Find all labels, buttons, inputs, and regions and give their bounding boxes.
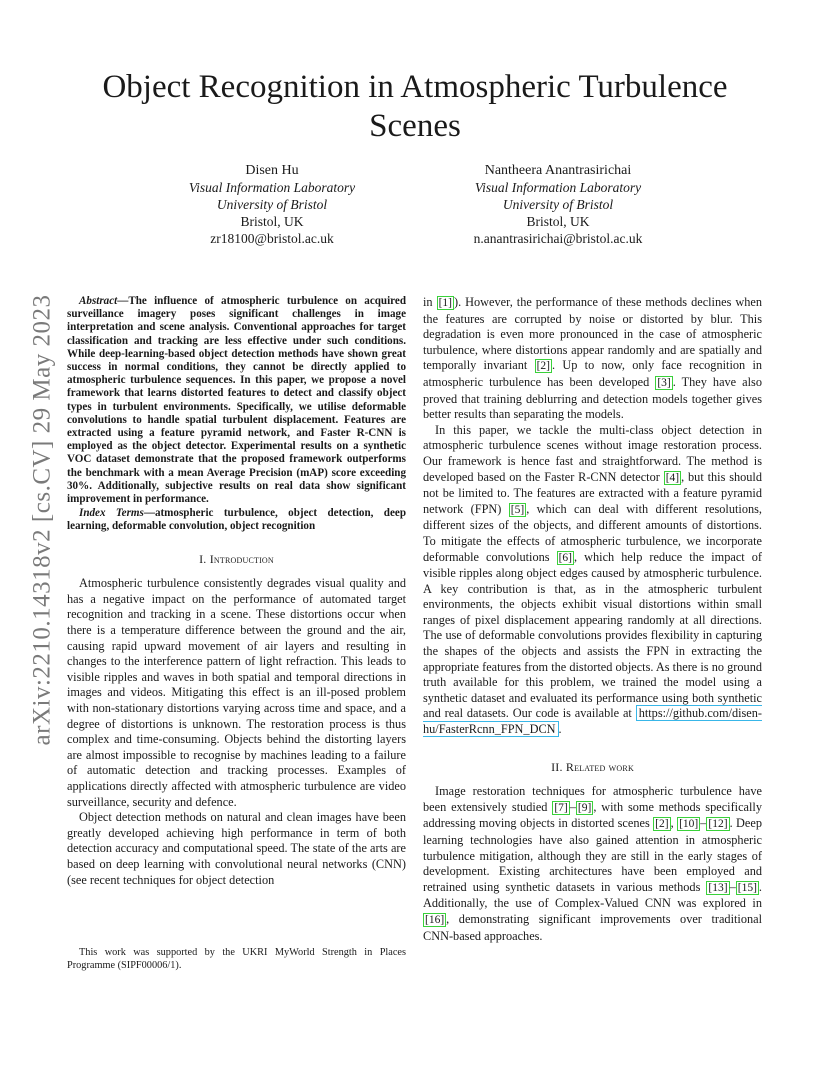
- text-run: , demonstrating significant improvements over traditional CNN-based approaches.: [423, 911, 762, 943]
- author-block-1: [142, 162, 402, 247]
- author-university: University of Bristol: [216, 197, 328, 212]
- author-location: Bristol, UK: [240, 214, 304, 229]
- paper-title: Object Recognition in Atmospheric Turbulence Scenes: [102, 69, 728, 144]
- author-name: Nantheera Anantrasirichai: [484, 163, 632, 178]
- right-paragraph-2: [423, 423, 762, 738]
- text-run: . Deep learning technologies have also gained attention in atmospheric turbulence mitigation, although they are still in the early stages of development. Existing architectures have been employed and retrained using synthetic datasets in various methods: [423, 816, 762, 894]
- left-column: [67, 295, 406, 888]
- section-heading-related-work: [423, 760, 762, 776]
- text-run: . They have also proved that training deblurring and detection models together gives better results than separating the models.: [423, 374, 762, 422]
- citation-link[interactable]: [9]: [577, 801, 592, 814]
- author-name: Disen Hu: [245, 163, 299, 178]
- author-lab: Visual Information Laboratory: [474, 180, 642, 195]
- author-university: University of Bristol: [502, 197, 614, 212]
- right-paragraph-3: [423, 784, 762, 944]
- citation-link[interactable]: [3]: [657, 376, 671, 389]
- abstract-label: Abstract: [79, 295, 118, 307]
- citation-link[interactable]: [16]: [425, 913, 445, 926]
- section-title: Related work: [565, 759, 634, 774]
- abstract-text: —The influence of atmospheric turbulence on acquired surveillance imagery poses significant challenges in image interpretation and scene analysis. Conventional approaches for target classification and tracking are less effective under such conditions. While deep-learning-based object detection methods have shown great success in normal conditions, they cannot be directly applied to atmospheric turbulence sequences. In this paper, we propose a novel framework that learns distorted features to detect and classify object types in turbulent environments. Specifically, we utilise deformable convolutions to handle spatial turbulent displacement. Features are extracted using a feature pyramid network, and Faster R-CNN is employed as the object detector. Experimental results on a synthetic VOC dataset demonstrate that the proposed framework outperforms the benchmark with a mean Average Precision (mAP) score exceeding 30%. Additionally, subjective results on real data show significant improvement in performance.: [67, 295, 406, 506]
- citation-link[interactable]: [1]: [438, 297, 452, 309]
- index-terms: [67, 507, 406, 533]
- citation-link[interactable]: [4]: [665, 471, 680, 484]
- citation-link[interactable]: [2]: [536, 360, 550, 373]
- intro-paragraph-1: Atmospheric turbulence consistently degrades visual quality and has a negative impact on the performance of automated target recognition and tracking in a scene. These distortions occur when there is a temperature difference between the ground and the air, causing rapid upward movement of air layers and resulting in changes to the interference pattern of light refraction. This leads to visible ripples and waves in both spatial and temporal directions in images and videos. Mitigating this effect is an ill-posed problem with non-stationary distortions varying across time and space, and a degree of distortions is unknown. The restoration process is thus complex and time-consuming. Objects behind the distorting layers are almost impossible to recognise by machines leading to a failure of automatic detection and tracking processes. Examples of applications directly affected with atmospheric turbulence are video surveillance, security and defence.: [67, 576, 406, 809]
- citation-link[interactable]: [2]: [655, 818, 669, 831]
- abstract: [67, 295, 406, 506]
- footnote: This work was supported by the UKRI MyWorld Strength in Places Programme (SIPF00006/1).: [67, 947, 406, 971]
- author-email: zr18100@bristol.ac.uk: [210, 231, 334, 246]
- text-run: –: [729, 879, 736, 894]
- citation-link[interactable]: [10]: [679, 818, 699, 831]
- text-run: ). However, the performance of these methods declines when the features are corrupted by noise or distorted by blur. This degradation is even more pronounced in the case of atmospheric turbulence, where distortions appear randomly and are spatially and temporally invariant: [423, 295, 762, 373]
- citation-link[interactable]: [15]: [737, 881, 757, 894]
- text-run: ,: [670, 816, 678, 831]
- section-number: II.: [551, 759, 563, 774]
- text-run: in: [423, 295, 437, 309]
- arxiv-identifier: [22, 280, 62, 760]
- section-title: Introduction: [209, 551, 274, 566]
- author-lab: Visual Information Laboratory: [188, 180, 356, 195]
- code-repository-link[interactable]: https://github.com/disen-hu/FasterRcnn_FPN_DCN: [423, 706, 762, 737]
- index-terms-text: —atmospheric turbulence, object detection, deep learning, deformable convolution, object recognition: [67, 507, 406, 533]
- text-run: –: [700, 816, 707, 831]
- index-terms-label: Index Terms: [79, 507, 144, 520]
- author-email: n.anantrasirichai@bristol.ac.uk: [473, 231, 643, 246]
- text-run: . Up to now, only face recognition in atmospheric turbulence has been developed: [423, 358, 763, 389]
- author-location: Bristol, UK: [526, 214, 590, 229]
- text-run: , with some methods specifically addressing moving objects in distorted scenes: [423, 799, 762, 831]
- text-run: , but this should not be limited to. The features are extracted with a feature pyramid network (FPN): [423, 469, 762, 516]
- citation-link[interactable]: [12]: [708, 818, 728, 831]
- citation-link[interactable]: [6]: [558, 551, 573, 564]
- text-run: –: [569, 799, 576, 814]
- section-heading-introduction: [67, 552, 406, 568]
- section-number: I.: [199, 551, 207, 566]
- citation-link[interactable]: [7]: [554, 801, 568, 814]
- text-run: .: [558, 722, 562, 737]
- citation-link[interactable]: [5]: [510, 503, 525, 516]
- text-run: , which can deal with different resolutions, different sizes of the objects, and different amounts of distortions. To mitigate the effects of atmospheric turbulence, we incorporate deformable convolutions: [423, 501, 762, 564]
- text-run: , which help reduce the impact of visible ripples along object edges caused by atmospheric turbulence. A key contribution is that, as in the atmospheric turbulent environments, the objects exhibit visual distortions within small ranges of pixel displacement appearing randomly at all directions. The use of deformable convolutions provides flexibility in capturing the shapes of the objects and assists the FPN in extracting the appropriate features from the distorted objects. As there is no ground truth available for this problem, we trained the model using a synthetic dataset and evaluated its performance using both synthetic and real datasets. Our code is available at: [423, 549, 762, 721]
- text-run: Image restoration techniques for atmospheric turbulence have been extensively studied: [423, 784, 762, 814]
- intro-paragraph-2: Object detection methods on natural and clean images have been greatly developed achieving high performance in term of both detection accuracy and computational speed. The state of the arts are based on deep learning with convolutional neural networks (CNN) (see recent techniques for object detection: [67, 810, 406, 887]
- text-run: In this paper, we tackle the multi-class object detection in atmospheric turbulence scenes without image restoration process. Our framework is hence fast and straightforward. The method is developed based on the Faster R-CNN detector: [423, 422, 762, 484]
- citation-link[interactable]: [13]: [708, 881, 728, 894]
- author-block-2: [428, 162, 688, 247]
- right-column: [423, 295, 762, 944]
- right-paragraph-1: [423, 295, 762, 423]
- text-run: . Additionally, the use of Complex-Valued CNN was explored in: [423, 879, 762, 911]
- arxiv-identifier-text: arXiv:2210.14318v2 [cs.CV] 29 May 2023: [28, 294, 55, 746]
